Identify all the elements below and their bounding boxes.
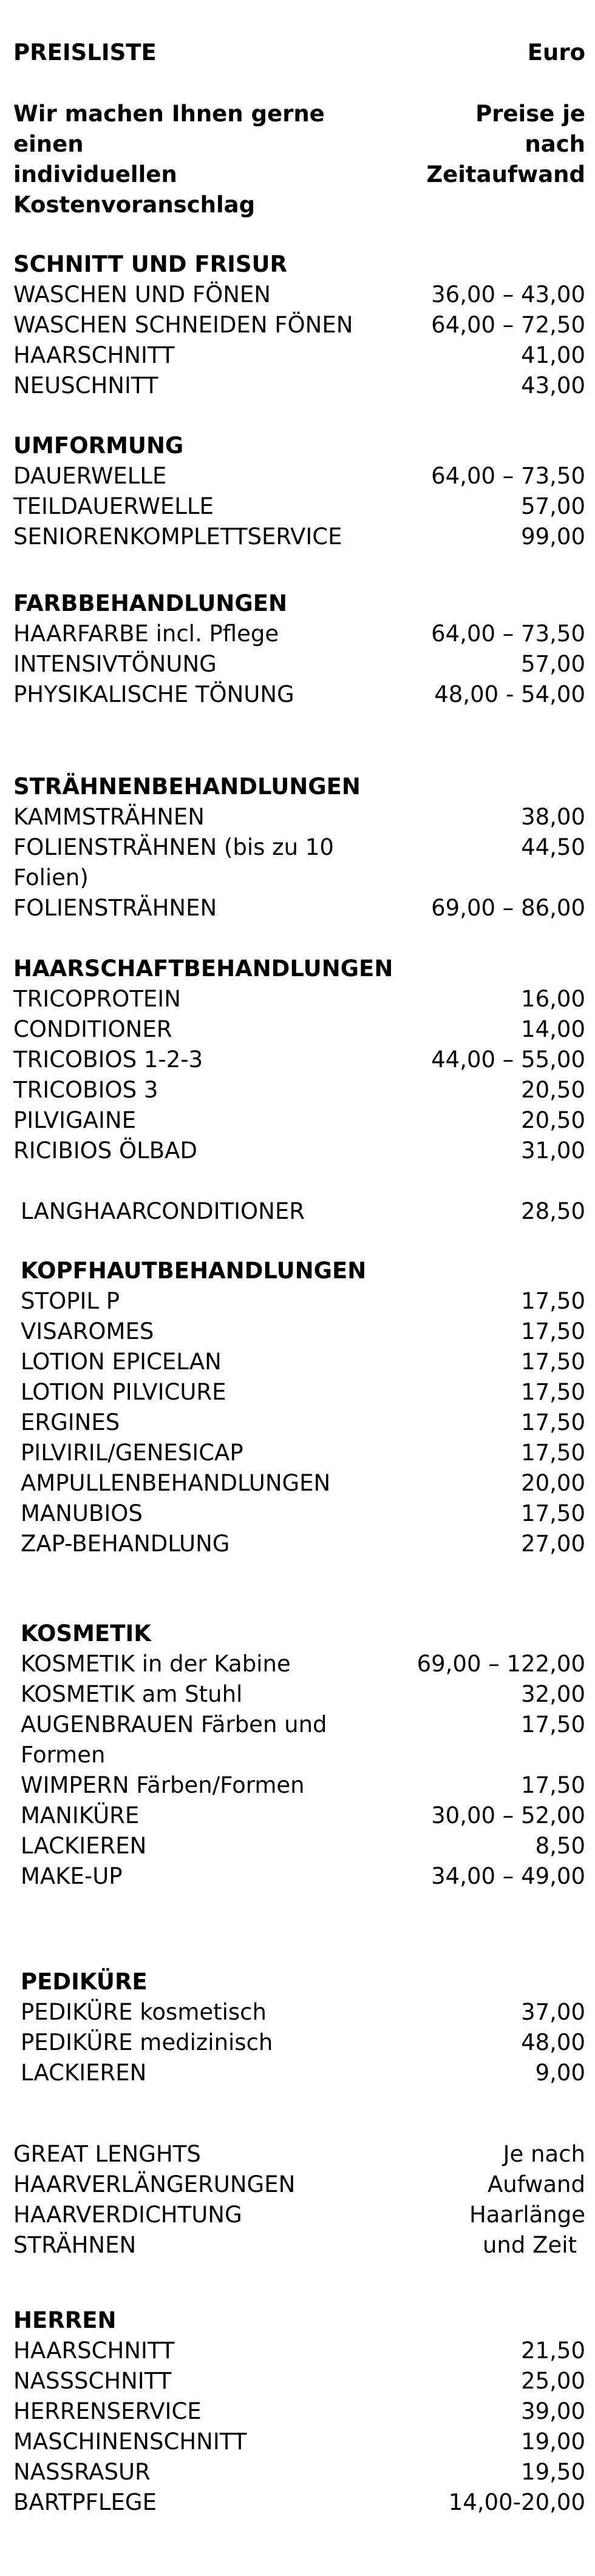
item-price: Aufwand [487,2171,585,2197]
section-title: KOSMETIK [21,1620,151,1647]
item-name: MANIKÜRE [21,1802,140,1829]
item-name: Folien) [13,865,89,891]
price-row [21,1710,585,1770]
item-price: Haarlänge [469,2202,585,2228]
item-price: 69,00 – 86,00 [431,895,585,921]
price-row [21,1831,585,1861]
price-row [13,1075,585,1105]
price-row [21,1861,585,1892]
price-row [13,649,585,679]
price-row [13,491,585,522]
item-name: Preise je [475,101,585,127]
item-price: 16,00 [521,986,585,1012]
item-name: STOPIL P [21,1288,120,1314]
section-title: PEDIKÜRE [21,1969,148,1995]
currency-label: Euro [527,39,585,66]
item-name: SENIORENKOMPLETTSERVICE [13,524,342,550]
item-name: einen [13,131,84,157]
item-name: TEILDAUERWELLE [13,493,214,519]
item-price: 27,00 [521,1531,585,1557]
item-price: 20,50 [521,1107,585,1133]
item-price: 44,00 – 55,00 [431,1047,585,1073]
item-price: 20,00 [521,1470,585,1496]
item-name: RICIBIOS ÖLBAD [13,1138,197,1164]
price-row [21,1801,585,1831]
item-price: 9,00 [535,2060,585,2086]
item-name: NASSSCHNITT [13,2368,172,2394]
item-name: AMPULLENBEHANDLUNGEN [21,1470,331,1496]
item-name: LANGHAARCONDITIONER [21,1198,305,1224]
item-name: PILVIGAINE [13,1107,136,1133]
price-row [21,2058,585,2088]
item-price: 17,50 [521,1379,585,1405]
item-price: 17,50 [521,1318,585,1344]
item-price: 34,00 – 49,00 [431,1863,585,1889]
item-name: LOTION PILVICURE [21,1379,226,1405]
item-price: 30,00 – 52,00 [431,1802,585,1829]
item-price: 99,00 [521,524,585,550]
price-row [13,461,585,491]
price-row [13,2336,585,2366]
price-row [21,1770,585,1801]
item-name: WASCHEN SCHNEIDEN FÖNEN [13,312,353,338]
item-name: Kostenvoranschlag [13,192,256,218]
price-row [13,1136,585,1166]
item-price: 64,00 – 72,50 [431,312,585,338]
price-row [13,371,585,401]
price-row [13,832,585,893]
item-name: FOLIENSTRÄHNEN (bis zu 10 [13,834,334,860]
price-row [21,2028,585,2058]
item-price: 64,00 – 73,50 [431,463,585,489]
item-name: HAARVERDICHTUNG [13,2202,242,2228]
item-name: CONDITIONER [13,1016,172,1042]
item-price: 48,00 [521,2029,585,2055]
item-name: MAKE-UP [21,1863,123,1889]
price-row [21,1286,585,1317]
price-row [21,1997,585,2028]
item-price: 44,50 [521,834,585,860]
item-name: HERRENSERVICE [13,2398,202,2424]
item-price: 17,50 [521,1349,585,1375]
price-row [13,310,585,340]
item-name [13,832,334,893]
item-name: TRICOBIOS 3 [13,1077,158,1103]
item-name: PEDIKÜRE medizinisch [21,2029,273,2055]
price-row [21,1468,585,1499]
item-price: 17,50 [521,1772,585,1798]
item-price: 17,50 [521,1288,585,1314]
page-title: PREISLISTE [13,39,157,66]
section-title: HERREN [13,2307,117,2333]
pricing-note [426,99,585,190]
section-title: KOPFHAUTBEHANDLUNGEN [21,1258,367,1284]
item-name: ZAP-BEHANDLUNG [21,1531,230,1557]
item-price: Je nach [503,2141,585,2167]
item-name: Wir machen Ihnen gerne [13,101,325,127]
price-row [13,1105,585,1136]
item-name: BARTPFLEGE [13,2489,157,2515]
item-name: AUGENBRAUEN Färben und [21,1711,327,1738]
price-row [13,2200,585,2230]
section-title: HAARSCHAFTBEHANDLUNGEN [13,956,393,982]
item-price: 41,00 [521,342,585,368]
intro-text [13,99,325,220]
item-price: und Zeit [482,2232,577,2258]
item-price: 17,50 [521,1711,585,1738]
item-price: 36,00 – 43,00 [431,282,585,308]
item-name: TRICOPROTEIN [13,986,181,1012]
item-name: Zeitaufwand [426,161,585,187]
price-row [13,984,585,1014]
item-price: 48,00 - 54,00 [434,681,585,707]
price-row [21,1649,585,1679]
item-price: 21,50 [521,2338,585,2364]
section-title: UMFORMUNG [13,433,184,459]
item-name [21,1710,327,1770]
item-price: 8,50 [535,1833,585,1859]
price-row [13,2487,585,2518]
price-row [21,1438,585,1468]
item-name: Formen [21,1742,106,1768]
item-name: NEUSCHNITT [13,373,158,399]
item-price: 17,50 [521,1500,585,1526]
item-name: individuellen [13,161,177,187]
section-title: FARBBEHANDLUNGEN [13,590,287,616]
item-name: WASCHEN UND FÖNEN [13,282,271,308]
item-name: VISAROMES [21,1318,154,1344]
item-name: GREAT LENGHTS [13,2141,201,2167]
price-row [13,619,585,649]
item-price: 20,50 [521,1077,585,1103]
price-row [13,2427,585,2457]
price-row [13,280,585,310]
intro-row [13,99,585,220]
item-price: 64,00 – 73,50 [431,621,585,647]
item-price: 25,00 [521,2368,585,2394]
item-price: 37,00 [521,1999,585,2025]
item-price: 38,00 [521,804,585,830]
price-row [13,2457,585,2487]
item-price: 19,50 [521,2459,585,2485]
item-price: 28,50 [521,1198,585,1224]
price-row [13,1014,585,1045]
item-name: TRICOBIOS 1-2-3 [13,1047,203,1073]
price-row [21,1499,585,1529]
price-row [21,1196,585,1227]
item-name: LACKIEREN [21,2060,147,2086]
item-name: MASCHINENSCHNITT [13,2429,247,2455]
price-row [13,679,585,710]
item-name: LOTION EPICELAN [21,1349,222,1375]
price-row [13,802,585,832]
item-name: PEDIKÜRE kosmetisch [21,1999,267,2025]
price-row [13,1045,585,1075]
item-price: 17,50 [521,1440,585,1466]
item-name: WIMPERN Färben/Formen [21,1772,305,1798]
item-price: 69,00 – 122,00 [416,1651,585,1677]
item-price: 39,00 [521,2398,585,2424]
item-price: 14,00 [521,1016,585,1042]
item-price: 43,00 [521,373,585,399]
item-price: 14,00-20,00 [448,2489,585,2515]
item-name: HAARSCHNITT [13,2338,175,2364]
item-name: DAUERWELLE [13,463,167,489]
item-name: FOLIENSTRÄHNEN [13,895,217,921]
item-price: 31,00 [521,1138,585,1164]
item-name: ERGINES [21,1409,120,1435]
item-price: 19,00 [521,2429,585,2455]
section-title: SCHNITT UND FRISUR [13,251,288,277]
price-row [13,522,585,552]
item-name: nach [525,131,585,157]
item-name: HAARFARBE incl. Pflege [13,621,279,647]
price-row [13,2366,585,2396]
item-name: NASSRASUR [13,2459,151,2485]
item-name: KAMMSTRÄHNEN [13,804,205,830]
item-name: PILVIRIL/GENESICAP [21,1440,243,1466]
item-name: STRÄHNEN [13,2232,137,2258]
price-row [13,2230,585,2261]
item-price: 32,00 [521,1681,585,1707]
price-row [13,2170,585,2200]
header-row [13,38,585,68]
item-price: 57,00 [521,493,585,519]
price-row [21,1317,585,1347]
item-name: INTENSIVTÖNUNG [13,651,217,677]
price-row [21,1377,585,1408]
item-name: KOSMETIK am Stuhl [21,1681,243,1707]
item-name: PHYSIKALISCHE TÖNUNG [13,681,294,707]
price-row [21,1679,585,1710]
price-row [13,340,585,371]
price-row [21,1408,585,1438]
section-title: STRÄHNENBEHANDLUNGEN [13,774,361,800]
item-name: HAARVERLÄNGERUNGEN [13,2171,296,2197]
item-name: HAARSCHNITT [13,342,175,368]
item-price: 57,00 [521,651,585,677]
price-row [21,1529,585,1559]
price-row [13,2396,585,2427]
item-name: MANUBIOS [21,1500,143,1526]
price-row [13,2139,585,2170]
price-row [21,1347,585,1377]
price-row [13,893,585,923]
item-name: LACKIEREN [21,1833,147,1859]
item-price: 17,50 [521,1409,585,1435]
item-name: KOSMETIK in der Kabine [21,1651,291,1677]
